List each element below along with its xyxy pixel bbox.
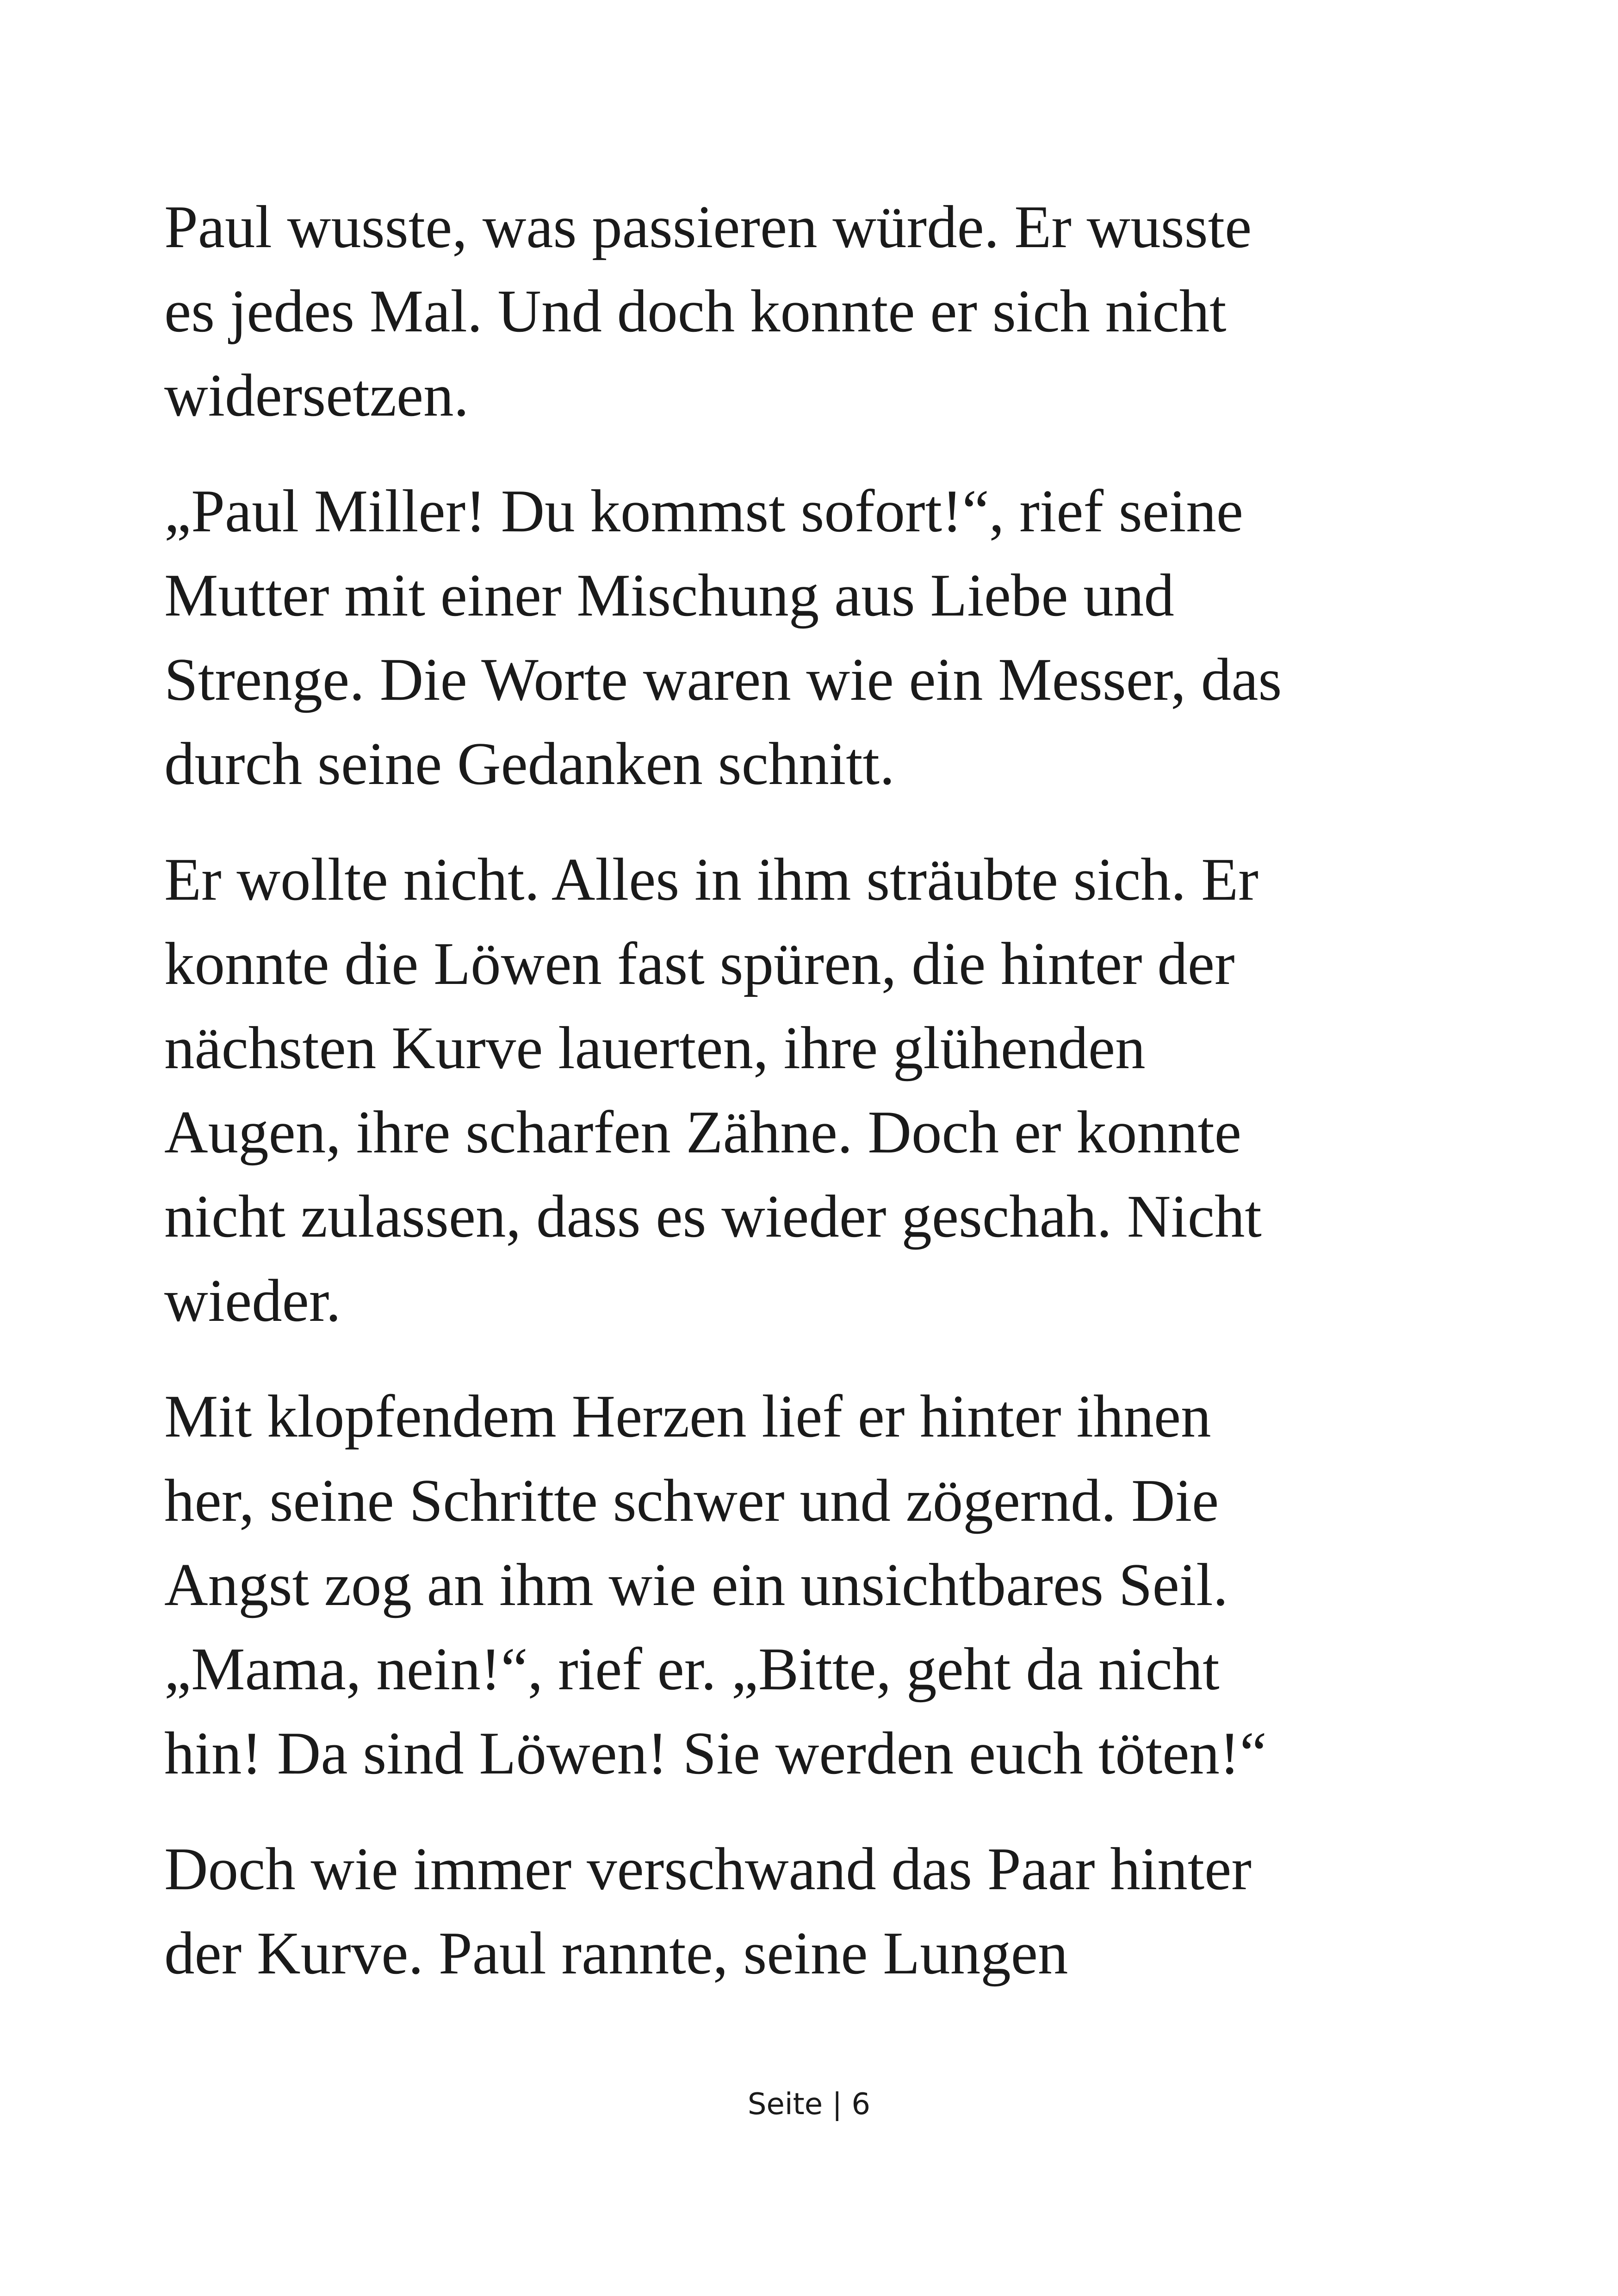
text-line: hin! Da sind Löwen! Sie werden euch töten!“ xyxy=(164,1720,1267,1787)
text-line: „Paul Miller! Du kommst sofort!“, rief seine xyxy=(164,478,1243,545)
text-line: widersetzen. xyxy=(164,362,469,429)
text-line: Mit klopfendem Herzen lief er hinter ihnen xyxy=(164,1383,1211,1450)
text-line: konnte die Löwen fast spüren, die hinter der xyxy=(164,930,1235,997)
text-line: „Mama, nein!“, rief er. „Bitte, geht da nicht xyxy=(164,1636,1220,1703)
page-number: Seite | 6 xyxy=(747,2087,871,2122)
text-line: Mutter mit einer Mischung aus Liebe und xyxy=(164,562,1174,629)
text-line: Er wollte nicht. Alles in ihm sträubte sich. Er xyxy=(164,846,1258,913)
text-line: Augen, ihre scharfen Zähne. Doch er konnte xyxy=(164,1099,1241,1166)
text-line: es jedes Mal. Und doch konnte er sich nicht xyxy=(164,278,1227,345)
text-line: Paul wusste, was passieren würde. Er wusste xyxy=(164,193,1252,261)
paragraph-5 xyxy=(164,1827,1460,1996)
text-line: Strenge. Die Worte waren wie ein Messer, das xyxy=(164,646,1282,713)
paragraph-3 xyxy=(164,838,1460,1343)
text-line: durch seine Gedanken schnitt. xyxy=(164,730,895,797)
text-line: Angst zog an ihm wie ein unsichtbares Seil. xyxy=(164,1551,1228,1618)
text-line: nächsten Kurve lauerten, ihre glühenden xyxy=(164,1014,1146,1082)
paragraph-1 xyxy=(164,185,1460,438)
text-line: Doch wie immer verschwand das Paar hinter xyxy=(164,1836,1252,1903)
text-line: der Kurve. Paul rannte, seine Lungen xyxy=(164,1920,1068,1987)
text-line: her, seine Schritte schwer und zögernd. Die xyxy=(164,1467,1219,1534)
text-line: wieder. xyxy=(164,1267,341,1334)
paragraph-4 xyxy=(164,1375,1460,1796)
body-text xyxy=(164,185,1460,2027)
paragraph-2 xyxy=(164,469,1460,806)
text-line: nicht zulassen, dass es wieder geschah. Nicht xyxy=(164,1183,1262,1250)
